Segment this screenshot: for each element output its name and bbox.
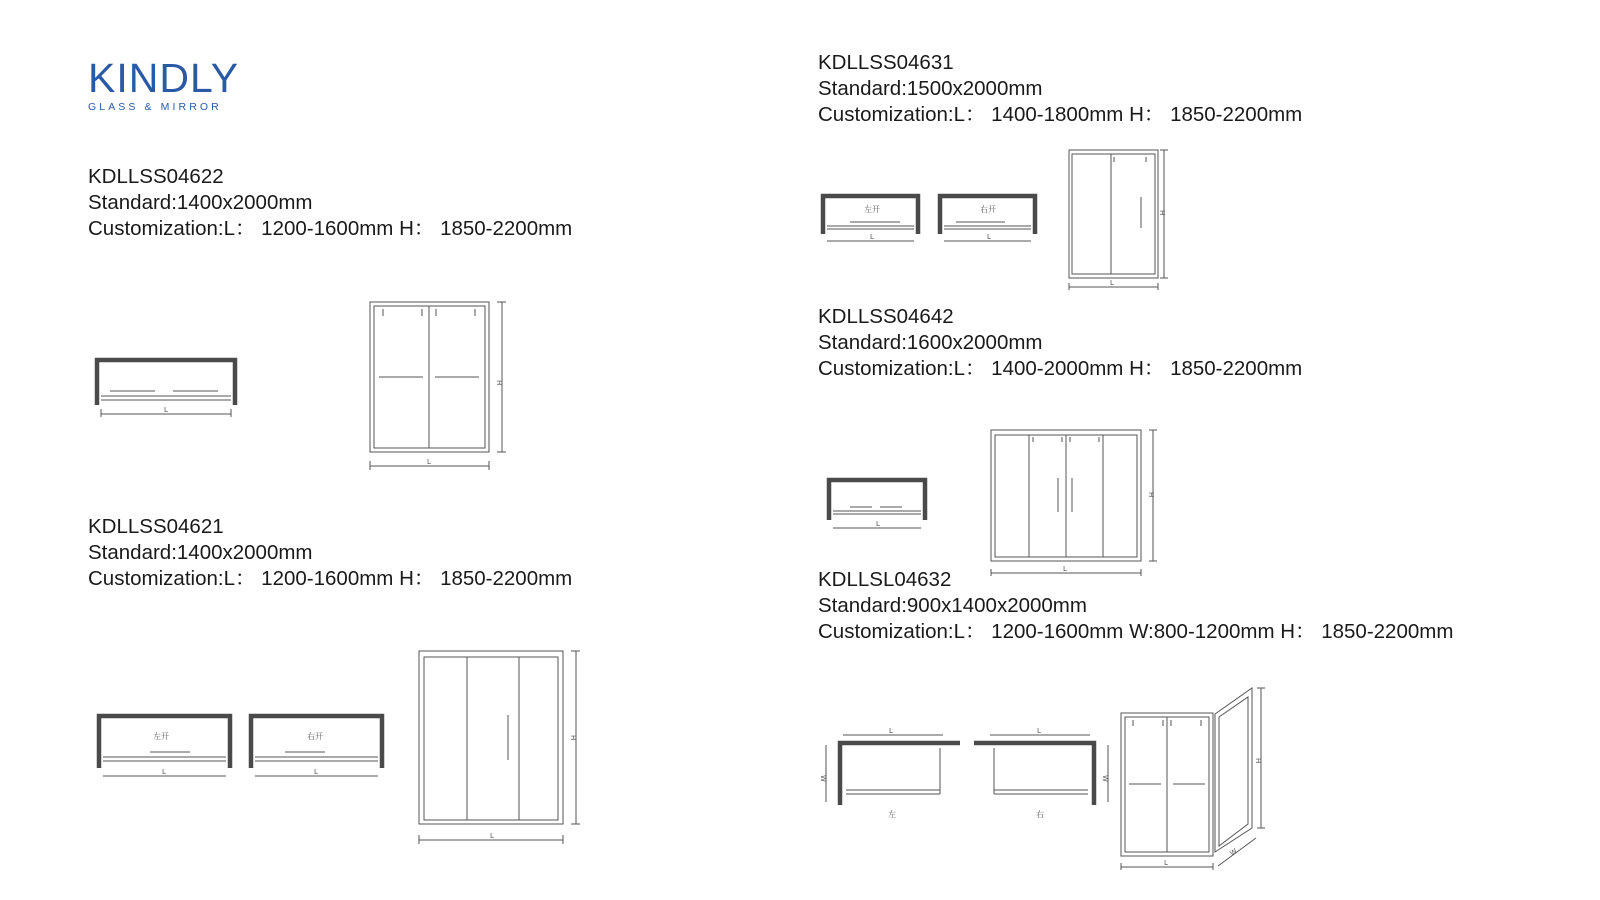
- dim-label-l: L: [1164, 859, 1168, 867]
- dim-label-l: L: [1063, 565, 1067, 573]
- elevation-drawing-04621: [419, 651, 580, 844]
- plan-drawing-04621-left: [99, 716, 230, 776]
- elevation-drawing-04622: [370, 302, 506, 470]
- side-label: 右: [1036, 810, 1044, 819]
- dim-label-h: H: [495, 380, 503, 386]
- plan-drawing-04631-right: [940, 196, 1035, 241]
- product-code: KDLLSS04622: [88, 165, 224, 188]
- dim-label-l: L: [889, 727, 893, 735]
- door-open-label: 右开: [980, 205, 996, 214]
- dim-label-h: H: [1147, 492, 1155, 498]
- brand-name: KINDLY: [88, 55, 240, 101]
- plan-drawing-04632-left: [819, 727, 960, 819]
- product-customization: Customization:L： 1400-1800mm H： 1850-2200mm: [818, 103, 1303, 126]
- door-open-label: 左开: [153, 732, 169, 741]
- dim-label-l: L: [314, 768, 318, 776]
- dim-label-l: L: [876, 520, 880, 528]
- product-code: KDLLSS04631: [818, 51, 954, 74]
- dim-label-h: H: [1254, 758, 1262, 764]
- dim-label-l: L: [1110, 279, 1114, 287]
- product-code: KDLLSL04632: [818, 568, 952, 591]
- dim-label-l: L: [427, 458, 431, 466]
- dim-label-l: L: [164, 406, 168, 414]
- elevation-drawing-04631: [1069, 150, 1168, 290]
- product-standard: Standard:1600x2000mm: [818, 331, 1043, 354]
- elevation-drawing-04642: [991, 430, 1157, 576]
- product-customization: Customization:L： 1200-1600mm H： 1850-2200mm: [88, 217, 573, 240]
- product-standard: Standard:900x1400x2000mm: [818, 594, 1087, 617]
- product-code: KDLLSS04642: [818, 305, 954, 328]
- dim-label-w: W: [1101, 775, 1109, 782]
- product-code: KDLLSS04621: [88, 515, 224, 538]
- side-label: 左: [888, 810, 896, 819]
- product-customization: Customization:L： 1200-1600mm W:800-1200mm H： 1850-2200mm: [818, 620, 1454, 643]
- door-open-label: 左开: [864, 205, 880, 214]
- dim-label-h: H: [569, 735, 577, 741]
- plan-drawing-04631-left: [823, 196, 918, 241]
- door-open-label: 右开: [307, 732, 323, 741]
- brand-tagline: GLASS & MIRROR: [88, 101, 222, 113]
- dim-label-l: L: [490, 832, 494, 840]
- product-standard: Standard:1400x2000mm: [88, 541, 313, 564]
- elevation-drawing-04632: [1121, 688, 1265, 870]
- product-standard: Standard:1400x2000mm: [88, 191, 313, 214]
- product-customization: Customization:L： 1400-2000mm H： 1850-2200mm: [818, 357, 1303, 380]
- dim-label-w: W: [819, 775, 827, 782]
- dim-label-l: L: [1037, 727, 1041, 735]
- dim-label-l: L: [870, 233, 874, 241]
- dim-label-l: L: [987, 233, 991, 241]
- product-customization: Customization:L： 1200-1600mm H： 1850-2200mm: [88, 567, 573, 590]
- product-standard: Standard:1500x2000mm: [818, 77, 1043, 100]
- plan-drawing-04642: [829, 480, 925, 528]
- dim-label-l: L: [162, 768, 166, 776]
- dim-label-w: W: [1228, 847, 1239, 858]
- plan-drawing-04632-right: [974, 727, 1109, 819]
- plan-drawing-04621-right: [251, 716, 382, 776]
- plan-drawing-04622: [97, 360, 235, 417]
- dim-label-h: H: [1158, 210, 1166, 216]
